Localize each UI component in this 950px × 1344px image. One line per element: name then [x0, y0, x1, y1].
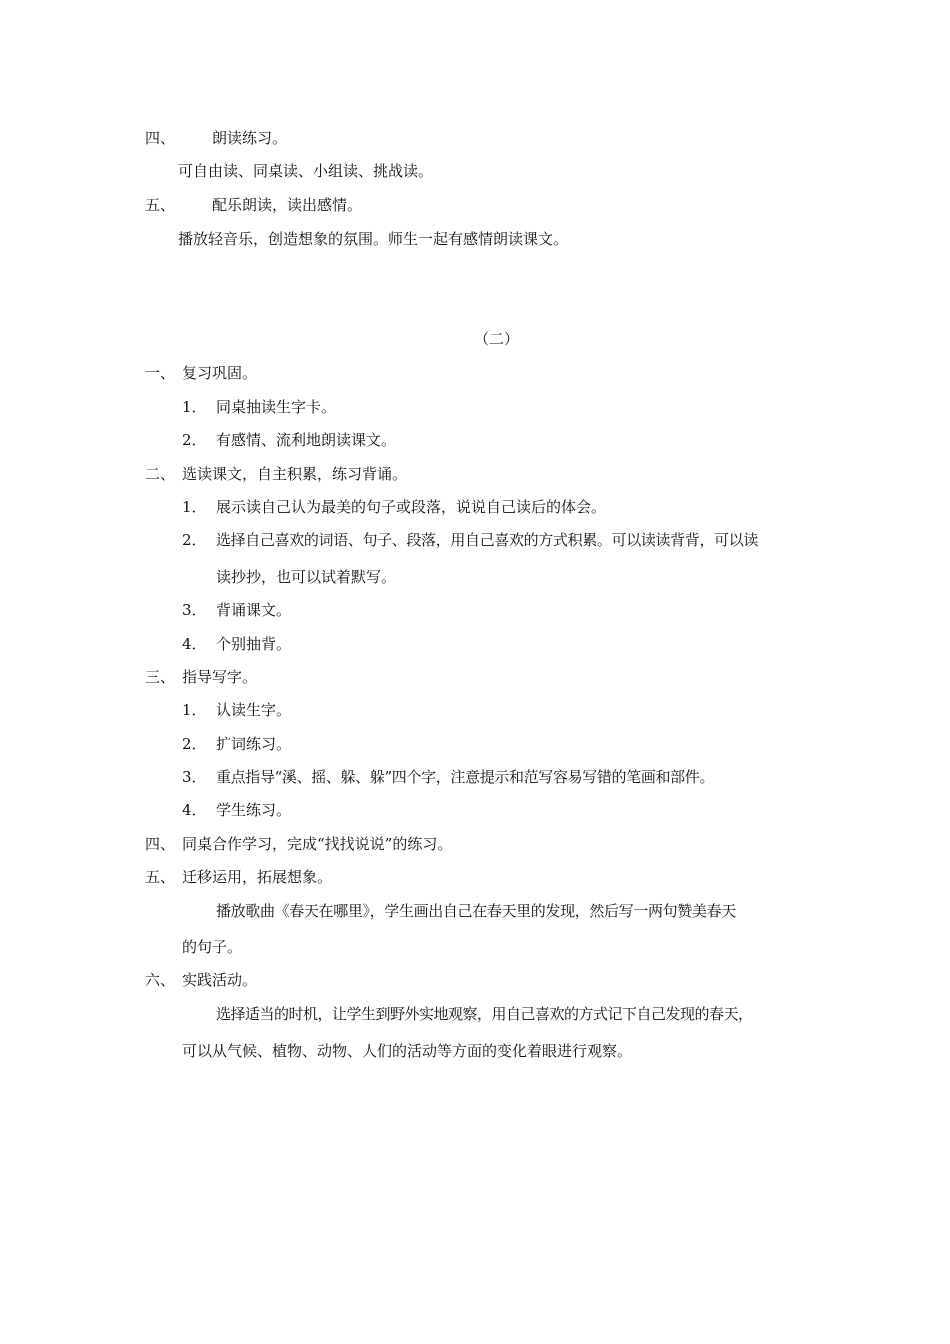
part-2-heading: （二）: [474, 330, 520, 348]
section-5-body: 播放轻音乐，创造想象的氛围。师生一起有感情朗读课文。: [178, 230, 569, 248]
h3-item-1-number: 1．: [182, 701, 207, 719]
h5-body-line-2: 的句子。: [182, 938, 243, 956]
h3-number: 三、: [145, 668, 176, 686]
section-4-number: 四、: [145, 129, 176, 147]
h1-item-1-text: 同桌抽读生字卡。: [216, 398, 337, 416]
h2-item-3-text: 背诵课文。: [216, 601, 292, 619]
h5-body-line-1: 播放歌曲《春天在哪里》，学生画出自己在春天里的发现，然后写一两句赞美春天: [216, 902, 736, 920]
h2-item-4-number: 4．: [182, 635, 207, 653]
h3-item-4-text: 学生练习。: [216, 801, 292, 819]
section-5-number: 五、: [145, 196, 176, 214]
h2-item-2-continuation: 读抄抄，也可以试着默写。: [216, 568, 397, 586]
h2-item-4-text: 个别抽背。: [216, 635, 292, 653]
h1-item-1-number: 1．: [182, 398, 207, 416]
h2-item-1-text: 展示读自己认为最美的句子或段落，说说自己读后的体会。: [216, 498, 607, 516]
h2-item-1-number: 1．: [182, 498, 207, 516]
h5-number: 五、: [145, 868, 176, 886]
h5-title: 迁移运用，拓展想象。: [182, 868, 333, 886]
h2-item-2-number: 2．: [182, 531, 207, 549]
section-4-title: 朗读练习。: [212, 129, 288, 147]
h4-title: 同桌合作学习，完成“找找说说”的练习。: [182, 835, 453, 853]
h3-item-1-text: 认读生字。: [216, 701, 292, 719]
section-5-title: 配乐朗读，读出感情。: [212, 196, 363, 214]
h4-number: 四、: [145, 835, 176, 853]
h3-title: 指导写字。: [182, 668, 258, 686]
h2-item-3-number: 3．: [182, 601, 207, 619]
h6-body-line-2: 可以从气候、植物、动物、人们的活动等方面的变化着眼进行观察。: [182, 1042, 633, 1060]
h6-body-line-1: 选择适当的时机，让学生到野外实地观察，用自己喜欢的方式记下自己发现的春天，: [216, 1005, 753, 1023]
h1-item-2-text: 有感情、流利地朗读课文。: [216, 431, 397, 449]
h2-title: 选读课文，自主积累，练习背诵。: [182, 465, 408, 483]
h1-title: 复习巩固。: [182, 364, 258, 382]
h6-number: 六、: [145, 971, 176, 989]
section-4-body: 可自由读、同桌读、小组读、挑战读。: [178, 162, 434, 180]
h1-number: 一、: [145, 364, 176, 382]
h2-number: 二、: [145, 465, 176, 483]
h3-item-4-number: 4．: [182, 801, 207, 819]
h3-item-2-number: 2．: [182, 735, 207, 753]
h1-item-2-number: 2．: [182, 431, 207, 449]
h3-item-3-text: 重点指导“溪、摇、躲、躲”四个字，注意提示和范写容易写错的笔画和部件。: [216, 768, 715, 786]
h3-item-3-number: 3．: [182, 768, 207, 786]
h6-title: 实践活动。: [182, 971, 258, 989]
h3-item-2-text: 扩词练习。: [216, 735, 292, 753]
h2-item-2-text: 选择自己喜欢的词语、句子、段落，用自己喜欢的方式积累。可以读读背背，可以读: [216, 531, 759, 549]
